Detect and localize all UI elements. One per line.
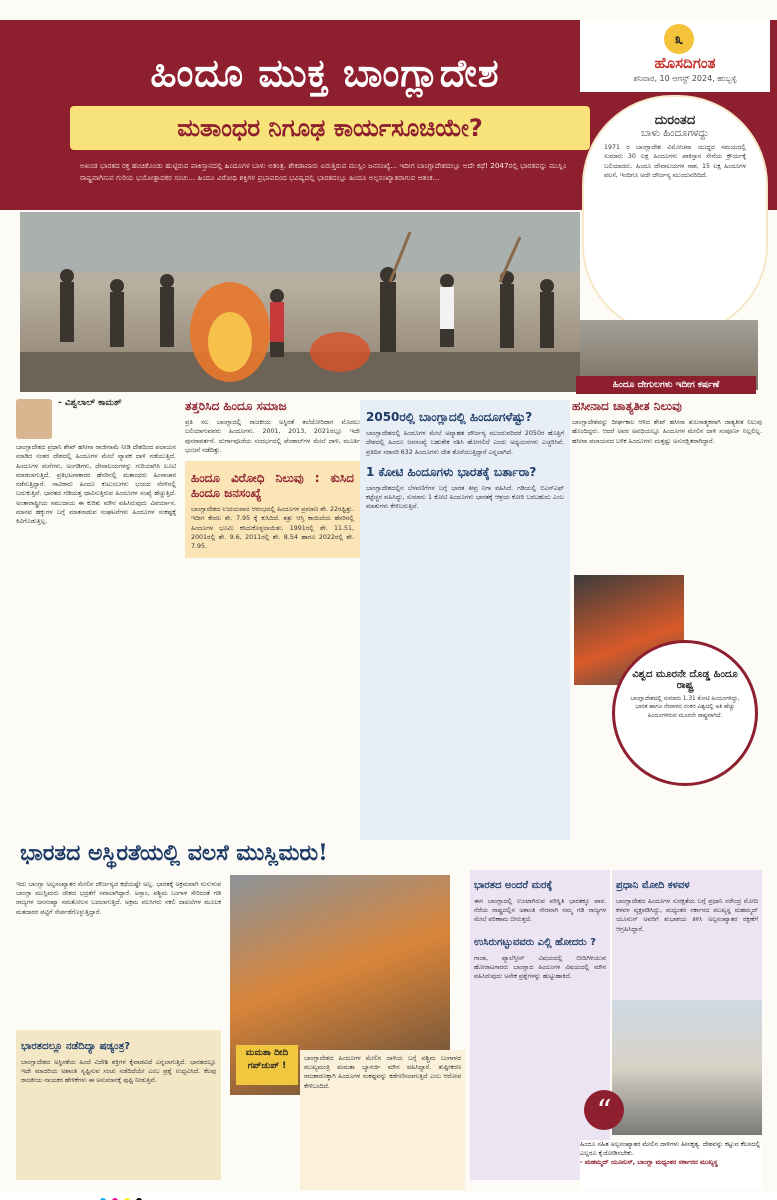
section-title-flee: ಉಸಿರುಗಟ್ಟುವವರು ಎಲ್ಲಿ ಹೋದರು ?: [474, 936, 596, 948]
section-body-one-crore: ಬಾಂಗ್ಲಾದೇಶದಲ್ಲಿನ ಬೆಳವಣಿಗೆಗಳ ಬಗ್ಗೆ ಭಾರತ ತೀವ್ರ ನಿಗಾ ವಹಿಸಿದೆ. ಗಡಿಯಲ್ಲಿ ಬಿಎಸ್‌ಎಫ್ ಕಟ್ಟೆಚ್ಚರ ವಹಿಸಿದ್ದು, ಸುಮಾರು 1 ಕೋಟಿ ಹಿಂದೂಗಳು ಭಾರತಕ್ಕೆ ಆಶ್ರಯ ಕೋರಿ ಬರಬಹುದು ಎಂಬ ಮಾತುಗಳು ಕೇಳಿಬರುತ್ತಿವೆ.: [366, 484, 564, 511]
hero-photo: [20, 212, 580, 392]
section-title-hasina: ಹಸೀನಾದ ಚಾತ್ಯತೀತ ನಿಲುವು: [572, 399, 682, 413]
mamata-body: ಬಾಂಗ್ಲಾದೇಶದ ಹಿಂದೂಗಳ ಮೇಲಿನ ದಾಳಿಯ ಬಗ್ಗೆ ಪಶ್ಚಿಮ ಬಂಗಾಳದ ಮುಖ್ಯಮಂತ್ರಿ ಮಮತಾ ಬ್ಯಾನರ್ಜಿ ಮೌನ ವಹಿಸಿದ್ದಾರೆ. ತುಷ್ಟೀಕರಣ ರಾಜಕಾರಣಕ್ಕಾಗಿ ಹಿಂದೂಗಳ ಸಂಕಷ್ಟವನ್ನು ಕಡೆಗಣಿಸಲಾಗುತ್ತಿದೆ ಎಂಬ ಆರೋಪ ಕೇಳಿಬಂದಿದೆ.: [300, 1050, 465, 1190]
section-body-population: ಬಾಂಗ್ಲಾದೇಶದ ಉದಯವಾದ ಆರಂಭದಲ್ಲಿ ಹಿಂದೂಗಳ ಪ್ರಮಾಣ ಶೇ. 22ರಷ್ಟಿತ್ತು. ಇದೀಗ ಕೇವಲ ಶೇ. 7.95 ಕ್ಕೆ ಕುಸಿದಿದೆ. ಶತ್ರು ಆಸ್ತಿ ಕಾಯಿದೆಯ ಹೆಸರಿನಲ್ಲಿ ಹಿಂದೂಗಳ ಭೂಮಿ ಕಸಿದುಕೊಳ್ಳಲಾಯಿತು. 1991ರಲ್ಲಿ ಶೇ. 11.51, 2001ರಲ್ಲಿ ಶೇ. 9.6, 2011ರಲ್ಲಿ ಶೇ. 8.54 ಹಾಗೂ 2022ರಲ್ಲಿ ಶೇ. 7.95.: [191, 506, 354, 551]
section-title-pm: ಪ್ರಧಾನಿ ಮೋದಿ ಕಳವಳ: [616, 880, 690, 891]
column1-body: ಬಾಂಗ್ಲಾದೇಶದ ಪ್ರಧಾನಿ ಶೇಖ್ ಹಸೀನಾ ರಾಜೀನಾಮೆ ನೀಡಿ ದೇಶದಿಂದ ಪಲಾಯನ ಮಾಡಿದ ನಂತರ ದೇಶದಲ್ಲಿ ಹಿಂದೂಗಳ ಮೇಲೆ ವ್ಯಾಪಕ ದಾಳಿ ನಡೆಯುತ್ತಿದೆ. ಹಿಂದೂಗಳ ಮನೆಗಳು, ಅಂಗಡಿಗಳು, ದೇವಾಲಯಗಳನ್ನು ಗುರಿಯಾಗಿಸಿ ಲೂಟಿ ಮಾಡಲಾಗುತ್ತಿದೆ. ಪ್ರತಿಭಟನಾಕಾರರ ಹೆಸರಿನಲ್ಲಿ ಮತಾಂಧರು ಹಿಂಸಾಚಾರ ನಡೆಸುತ್ತಿದ್ದಾರೆ. ಸಾವಿರಾರು ಹಿಂದೂ ಕುಟುಂಬಗಳು ಭಯದ ನೆರಳಿನಲ್ಲಿ ಬದುಕುತ್ತಿವೆ. ಭಾರತದ ಗಡಿಯತ್ತ ಧಾವಿಸುತ್ತಿರುವ ಹಿಂದೂಗಳ ಸಂಖ್ಯೆ ಹೆಚ್ಚುತ್ತಿದೆ. ಅಂತಾರಾಷ್ಟ್ರೀಯ ಸಮುದಾಯ ಈ ಕುರಿತು ಮೌನ ವಹಿಸಿರುವುದು ವಿಪರ್ಯಾಸ. ಮಾನವ ಹಕ್ಕುಗಳ ಬಗ್ಗೆ ಮಾತನಾಡುವ ಸಂಘಟನೆಗಳು ಹಿಂದೂಗಳ ಸಂಕಷ್ಟಕ್ಕೆ ಕಿವಿಗೊಡುತ್ತಿಲ್ಲ.: [16, 444, 176, 526]
section-title-2050: 2050ರಲ್ಲಿ ಬಾಂಗ್ಲಾದಲ್ಲಿ ಹಿಂದೂಗಳೆಷ್ಟು?: [366, 410, 533, 424]
author-name: - ವಿಶ್ವಲಾಲ್ ಕಾಮತ್: [58, 398, 122, 408]
page-title: ಹಿಂದೂ ಮುಕ್ತ ಬಾಂಗ್ಲಾದೇಶ: [150, 50, 500, 95]
third-largest-hindu-circle: [612, 640, 758, 786]
column-three: [360, 400, 570, 840]
section-body-conspiracy: ಬಾಂಗ್ಲಾದೇಶದ ಅಸ್ಥಿರತೆಯ ಹಿಂದೆ ವಿದೇಶಿ ಶಕ್ತಿಗಳ ಕೈವಾಡವಿದೆ ಎನ್ನಲಾಗುತ್ತಿದೆ. ಭಾರತದಲ್ಲೂ ಇದೇ ಮಾದರಿಯ ಅಶಾಂತಿ ಸೃಷ್ಟಿಸುವ ಸಂಚು ನಡೆದಿದೆಯೇ ಎಂಬ ಪ್ರಶ್ನೆ ಉದ್ಭವಿಸಿದೆ. ಕೆಲವು ರಾಜಕೀಯ ನಾಯಕರ ಹೇಳಿಕೆಗಳು ಈ ಅನುಮಾನಕ್ಕೆ ಪುಷ್ಟಿ ನೀಡುತ್ತಿವೆ.: [21, 1059, 216, 1085]
circle-body-third-largest: ಬಾಂಗ್ಲಾದೇಶದಲ್ಲಿ ಸುಮಾರು 1.31 ಕೋಟಿ ಹಿಂದೂಗಳಿದ್ದು, ಭಾರತ ಹಾಗೂ ನೇಪಾಳದ ನಂತರ ವಿಶ್ವದಲ್ಲಿ ಅತಿ ಹೆಚ್ಚು ಹಿಂದೂಗಳಿರುವ ಮೂರನೇ ರಾಷ್ಟ್ರವಾಗಿದೆ.: [630, 696, 740, 719]
masthead: [580, 20, 770, 92]
circle-subheading: ಬಾಳು ಹಿಂದೂಗಳದ್ದು: [641, 128, 709, 139]
circle-sidebar: [582, 95, 768, 335]
section-body-2050: ಬಾಂಗ್ಲಾದೇಶದಲ್ಲಿ ಹಿಂದೂಗಳ ಮೇಲೆ ಅವ್ಯಾಹತ ದೌರ್ಜನ್ಯ ಮುಂದುವರಿದರೆ 2050ರ ಹೊತ್ತಿಗೆ ದೇಶದಲ್ಲಿ ಹಿಂದೂ ಜನಸಂಖ್ಯೆ ಬಹುತೇಕ ನಶಿಸಿ ಹೋಗಲಿದೆ ಎಂದು ಅಧ್ಯಯನಗಳು ಎಚ್ಚರಿಸಿವೆ. ಪ್ರತಿದಿನ ಸರಾಸರಿ 632 ಹಿಂದೂಗಳು ದೇಶ ತೊರೆಯುತ್ತಿದ್ದಾರೆ ಎನ್ನಲಾಗಿದೆ.: [366, 430, 564, 456]
section-title-population: ಹಿಂದೂ ವಿರೋಧಿ ನಿಲುವು : ಕುಸಿದ ಹಿಂದೂ ಜನಸಂಖ್ಯೆ: [191, 471, 354, 501]
quote-author: - ಮಹಮ್ಮದ್ ಯೂನುಸ್, ಬಾಂಗ್ಲಾ ಮಧ್ಯಂತರ ಸರ್ಕಾರದ ಮುಖ್ಯಸ್ಥ: [580, 1158, 718, 1166]
lower-headline: ಭಾರತದ ಅಸ್ಥಿರತೆಯಲ್ಲಿ ವಲಸೆ ಮುಸ್ಲಿಮರು!: [20, 840, 328, 866]
protest-illustration: [20, 212, 580, 392]
quote-icon: “: [584, 1090, 624, 1130]
author-photo: [16, 399, 52, 439]
circle-body: 1971 ರ ಬಾಂಗ್ಲಾದೇಶ ವಿಮೋಚನಾ ಯುದ್ಧದ ಸಮಯದಲ್ಲಿ ಸುಮಾರು 30 ಲಕ್ಷ ಹಿಂದೂಗಳು ಪಾಕಿಸ್ತಾನ ಸೇನೆಯ ಕ್ರೌರ್ಯಕ್ಕೆ ಬಲಿಯಾದರು. ಹಿಂದೂ ದೇವಾಲಯಗಳ ನಾಶ, 15 ಲಕ್ಷ ಹಿಂದೂಗಳ ವಲಸೆ, ಇಂದಿಗೂ ಅದೇ ದೌರ್ಜನ್ಯ ಮುಂದುವರಿದಿದೆ.: [604, 144, 746, 180]
column-two: [185, 395, 360, 835]
section-body-boundary: ಈಗ ಬಾಂಗ್ಲಾದಲ್ಲಿ ಉಂಟಾಗಿರುವ ಪರಿಸ್ಥಿತಿ ಭಾರತಕ್ಕೂ ಪಾಠ. ನೆರೆಯ ರಾಷ್ಟ್ರದಲ್ಲಿನ ಅಶಾಂತಿ ನೇರವಾಗಿ ನಮ್ಮ ಗಡಿ ರಾಜ್ಯಗಳ ಮೇಲೆ ಪರಿಣಾಮ ಬೀರುತ್ತದೆ.: [474, 898, 606, 924]
temple-caption: ಹಿಂದೂ ದೇಗುಲಗಳು ಇದೀಗ ಕರ್ಷಣೆ: [576, 376, 756, 394]
yunus-quote: [580, 1140, 762, 1190]
quote-text: ಹಿಂದೂ ಸಹಿತ ಅಲ್ಪಸಂಖ್ಯಾತರ ಮೇಲಿನ ದಾಳಿಗಳು ಹೀನಕೃತ್ಯ. ದೇಶವನ್ನು ಕಟ್ಟುವ ಕೆಲಸದಲ್ಲಿ ಎಲ್ಲರೂ ಕೈಜೋಡಿಸಬೇಕು.: [580, 1140, 761, 1157]
section-body-pm: ಬಾಂಗ್ಲಾದೇಶದ ಹಿಂದೂಗಳ ಸುರಕ್ಷತೆಯ ಬಗ್ಗೆ ಪ್ರಧಾನಿ ನರೇಂದ್ರ ಮೋದಿ ಕಳವಳ ವ್ಯಕ್ತಪಡಿಸಿದ್ದು, ಮಧ್ಯಂತರ ಸರ್ಕಾರದ ಮುಖ್ಯಸ್ಥ ಮಹಮ್ಮದ್ ಯೂನುಸ್ ಅವರಿಗೆ ಶುಭಾಶಯ ತಿಳಿಸಿ ಅಲ್ಪಸಂಖ್ಯಾತರ ರಕ್ಷಣೆಗೆ ಆಗ್ರಹಿಸಿದ್ದಾರೆ.: [616, 898, 758, 933]
issue-date: ಶನಿವಾರ, 10 ಆಗಸ್ಟ್ 2024, ಹುಬ್ಬಳ್ಳಿ: [633, 74, 737, 83]
circle-heading: ದುರಂತದ: [654, 113, 696, 128]
registration-bar: [0, 1192, 777, 1200]
column-pm: [612, 870, 762, 1000]
conspiracy-box: [16, 1030, 221, 1180]
section-title-one-crore: 1 ಕೋಟಿ ಹಿಂದೂಗಳು ಭಾರತಕ್ಕೆ ಬರ್ತಾರಾ?: [366, 464, 537, 479]
column-boundary: [470, 870, 610, 1180]
lower-body: ಇದು ಬಾಂಗ್ಲಾ ಅಲ್ಪಸಂಖ್ಯಾತರ ಮೇಲಿನ ದೌರ್ಜನ್ಯದ ಕಥೆಯಷ್ಟೇ ಅಲ್ಲ. ಭಾರತಕ್ಕೆ ಅಕ್ರಮವಾಗಿ ನುಸುಳುವ ಬಾಂಗ್ಲಾ ಮುಸ್ಲಿಮರು ದೇಶದ ಭದ್ರತೆಗೆ ಸವಾಲಾಗಿದ್ದಾರೆ. ಅಸ್ಸಾಂ, ಪಶ್ಚಿಮ ಬಂಗಾಳ ಸೇರಿದಂತೆ ಗಡಿ ರಾಜ್ಯಗಳ ಜನಸಂಖ್ಯಾ ಸಮತೋಲನ ಬದಲಾಗುತ್ತಿದೆ. ಅಕ್ರಮ ವಲಸಿಗರು ನಕಲಿ ದಾಖಲೆಗಳ ಮೂಲಕ ಮತದಾರರ ಪಟ್ಟಿಗೆ ಸೇರ್ಪಡೆಗೊಳ್ಳುತ್ತಿದ್ದಾರೆ.: [16, 881, 221, 916]
column-author: [16, 395, 176, 835]
circle-title-third-largest: ವಿಶ್ವದ ಮೂರನೇ ದೊಡ್ಡ ಹಿಂದೂ ರಾಷ್ಟ್ರ: [632, 669, 738, 691]
section-title-conspiracy: ಭಾರತದಲ್ಲೂ ನಡೆದಿದ್ಯಾ ಷಡ್ಯಂತ್ರ?: [21, 1041, 131, 1052]
page-subtitle: ಮತಾಂಧರ ನಿಗೂಢ ಕಾರ್ಯಸೂಚಿಯೇ?: [70, 106, 590, 150]
intro-text: ಅಖಂಡ ಭಾರತದ ರಕ್ತ ಹಂಚಿಕೊಂಡು ಹುಟ್ಟಿರುವ ಪಾಕಿಸ್ತಾನದಲ್ಲಿ ಹಿಂದೂಗಳ ಬಾಳು ಅತಂತ್ರ. ಶೇಕಡಾವಾರು ಏರುತ್ತಿರುವ ಮುಸ್ಲಿಂ ಜನಸಂಖ್ಯೆ... ಇದೀಗ ಬಾಂಗ್ಲಾದೇಶದಲ್ಲೂ ಅದೇ ಕಥೆ! 2047ರಲ್ಲಿ ಭಾರತವನ್ನು ಮುಸ್ಲಿಂ ರಾಷ್ಟ್ರವಾಗಿಸುವ ಗುರಿಯ ಭಯೋತ್ಪಾದಕರ ಸಂಚು... ಹಿಂದೂ ವಿರೋಧಿ ಶಕ್ತಿಗಳ ಪ್ರಭಾವದಿಂದ ಭವಿಷ್ಯದಲ್ಲಿ ಭಾರತದಲ್ಲೂ ಹಿಂದೂ ಅಲ್ಪಸಂಖ್ಯಾತರಾಗುವ ಆತಂಕ...: [80, 161, 567, 182]
mamata-tag: ಮಮತಾ ದೀದಿ ಗಪ್‌ಚುಪ್ !: [236, 1045, 298, 1085]
section-title-hindu-society: ತತ್ತರಿಸಿದ ಹಿಂದೂ ಸಮಾಜ: [185, 399, 287, 413]
section-title-boundary: ಭಾರತದ ಅಂದರೆ ಮರಕ್ಕೆ: [474, 880, 553, 891]
population-box: [185, 461, 360, 557]
palace-crowd-photo: [612, 1000, 762, 1135]
page-number: ೩: [664, 24, 694, 54]
section-body-flee: ಗಾಜಾ, ಪ್ಯಾಲೆಸ್ತೀನ್ ವಿಷಯದಲ್ಲಿ ಬೀದಿಗಿಳಿಯುವ ಹೋರಾಟಗಾರರು ಬಾಂಗ್ಲಾದ ಹಿಂದೂಗಳ ವಿಷಯದಲ್ಲಿ ಮೌನ ವಹಿಸಿರುವುದು ಅನೇಕ ಪ್ರಶ್ನೆಗಳನ್ನು ಹುಟ್ಟುಹಾಕಿದೆ.: [474, 954, 606, 981]
section-body-hasina: ಬಾಂಗ್ಲಾದೇಶವನ್ನು ದೀರ್ಘಕಾಲ ಆಳಿದ ಶೇಖ್ ಹಸೀನಾ ತುಲನಾತ್ಮಕವಾಗಿ ಜಾತ್ಯತೀತ ನಿಲುವು ಹೊಂದಿದ್ದರು. ಆದರೆ ಅವರ ಅವಧಿಯಲ್ಲೂ ಹಿಂದೂಗಳ ಮೇಲಿನ ದಾಳಿ ಸಂಪೂರ್ಣ ನಿಲ್ಲಲಿಲ್ಲ. ಹಸೀನಾ ಪಲಾಯನದ ಬಳಿಕ ಹಿಂದೂಗಳು ಮತ್ತಷ್ಟು ಅಸುರಕ್ಷಿತರಾಗಿದ್ದಾರೆ.: [572, 419, 762, 445]
section-body-hindu-society: ಪ್ರತಿ ಸಲ ಬಾಂಗ್ಲಾದಲ್ಲಿ ರಾಜಕೀಯ ಅಸ್ಥಿರತೆ ತಲೆದೋರಿದಾಗ ಮೊದಲು ಬಲಿಯಾಗುವವರು ಹಿಂದೂಗಳು. 2001, 2013, 2021ರಲ್ಲೂ ಇದೇ ಪುನರಾವರ್ತನೆ. ದುರ್ಗಾಪೂಜೆಯ ಸಂದರ್ಭದಲ್ಲಿ ಪೆಂಡಾಲ್‌ಗಳ ಮೇಲೆ ದಾಳಿ, ಮೂರ್ತಿ ಭಂಜನೆ ನಡೆದಿತ್ತು.: [185, 419, 360, 454]
newspaper-name: ಹೊಸದಿಗಂತ: [654, 54, 716, 72]
